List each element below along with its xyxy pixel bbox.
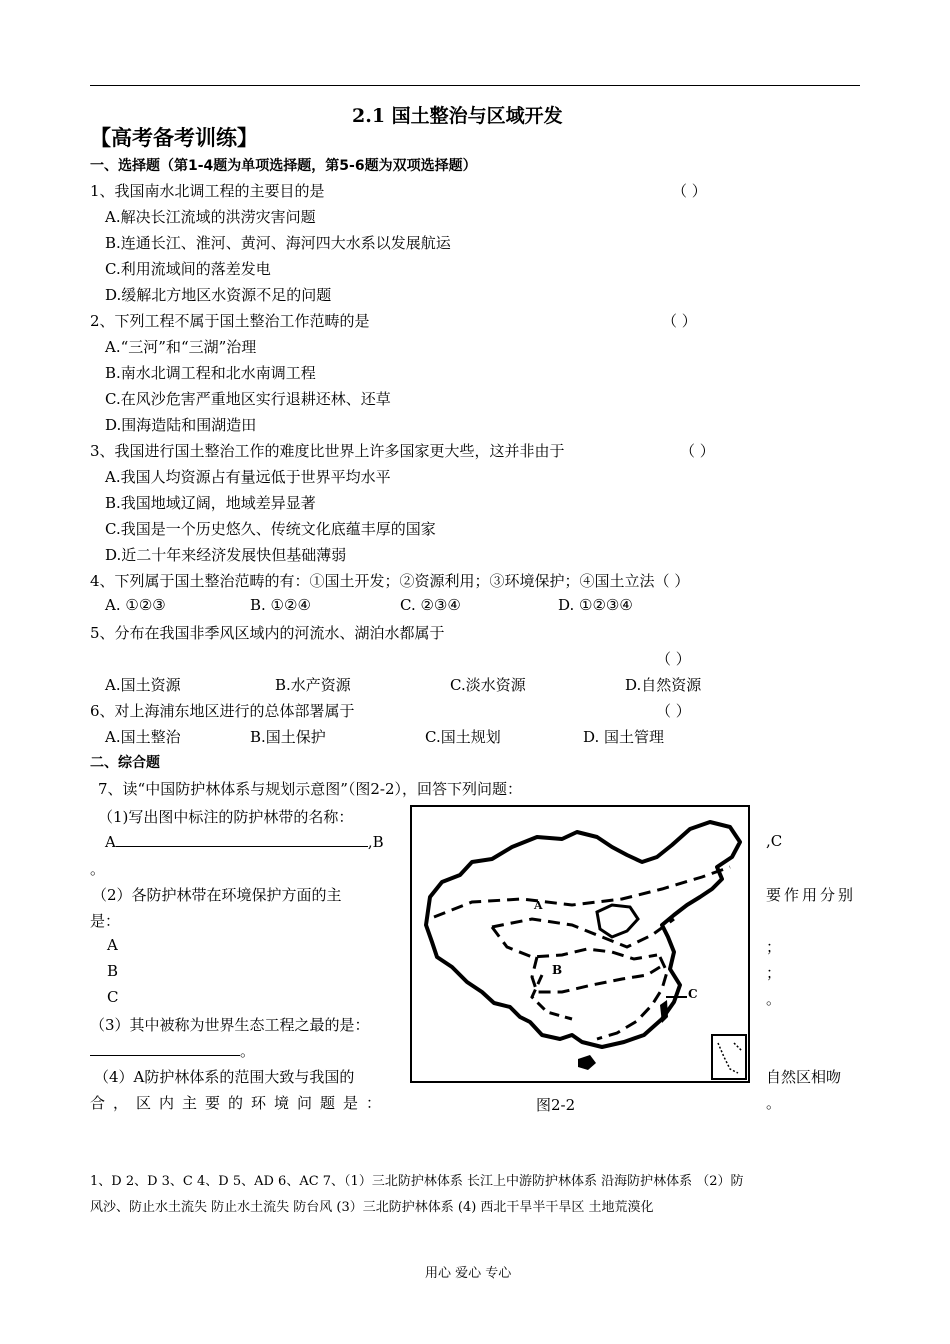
q6-answer-blank[interactable]: （ ） bbox=[656, 702, 691, 720]
q7-sub2-left: （2）各防护林带在环境保护方面的主 bbox=[92, 886, 342, 904]
q7-sub2-line2: 是： bbox=[90, 912, 121, 930]
q2-option-a: A.“三河”和“三湖”治理 bbox=[105, 338, 257, 356]
q7-sub2-a-label: A bbox=[107, 936, 118, 954]
q3-stem: 3、我国进行国土整治工作的难度比世界上许多国家更大些，这并非由于 bbox=[90, 442, 565, 460]
q6-option-a: A.国土整治 bbox=[105, 728, 181, 746]
page-footer: 用心 爱心 专心 bbox=[425, 1266, 512, 1281]
q1-answer-blank[interactable]: （ ） bbox=[672, 182, 707, 200]
q7-sub1-a-row bbox=[105, 832, 384, 851]
q4-option-d: D. ①②③④ bbox=[558, 596, 633, 614]
q7-sub1-a-label: A bbox=[105, 833, 116, 851]
q7-sub4-end: 。 bbox=[766, 1094, 782, 1112]
q7-sub2-right: 要作用分别 bbox=[766, 886, 857, 904]
q5-option-a: A.国土资源 bbox=[105, 676, 181, 694]
answers-line2: 风沙、防止水土流失 防止水土流失 防台风 (3）三北防护林体系 (4) 西北干旱半干旱区 土地荒漠化 bbox=[90, 1200, 654, 1215]
q7-sub2-b-label: B bbox=[107, 962, 119, 980]
page-title: 2.1 国土整治与区域开发 bbox=[352, 105, 563, 127]
q3-option-d: D.近二十年来经济发展快但基础薄弱 bbox=[105, 546, 347, 564]
q1-option-d: D.缓解北方地区水资源不足的问题 bbox=[105, 286, 332, 304]
q7-sub3: （3）其中被称为世界生态工程之最的是： bbox=[90, 1016, 370, 1034]
q7-sub4-right: 自然区相吻 bbox=[766, 1068, 842, 1086]
map-caption: 图2-2 bbox=[536, 1096, 576, 1114]
q6-option-c: C.国土规划 bbox=[425, 728, 501, 746]
q1-option-c: C.利用流域间的落差发电 bbox=[105, 260, 271, 278]
q3-answer-blank[interactable]: （ ） bbox=[680, 442, 715, 460]
answers-line1: 1、D 2、D 3、C 4、D 5、AD 6、AC 7、（1）三北防护林体系 长江上中游防护林体系 沿海防护林体系 （2）防 bbox=[90, 1174, 744, 1189]
q4-option-a: A. ①②③ bbox=[105, 596, 166, 614]
q7-sub3-end: 。 bbox=[240, 1042, 256, 1060]
q5-option-b: B.水产资源 bbox=[275, 676, 351, 694]
q6-option-b: B.国土保护 bbox=[250, 728, 326, 746]
q2-option-c: C.在风沙危害严重地区实行退耕还林、还草 bbox=[105, 390, 391, 408]
q2-option-d: D.围海造陆和围湖造田 bbox=[105, 416, 257, 434]
q7-stem: 7、读“中国防护林体系与规划示意图”（图2-2），回答下列问题： bbox=[98, 780, 523, 798]
q7-sub1-c-label: ,C bbox=[766, 832, 783, 850]
q7-sub2-end: 。 bbox=[766, 990, 782, 1008]
q4-option-c: C. ②③④ bbox=[400, 596, 461, 614]
map-drawing bbox=[412, 807, 748, 1081]
header-rule bbox=[90, 85, 860, 86]
part1-heading: 一、选择题（第1-4题为单项选择题，第5-6题为双项选择题） bbox=[90, 158, 477, 174]
q7-sub4-left: （4）A防护林体系的范围大致与我国的 bbox=[94, 1068, 355, 1086]
q7-sub3-answer-row bbox=[90, 1040, 255, 1061]
q3-option-c: C.我国是一个历史悠久、传统文化底蕴丰厚的国家 bbox=[105, 520, 436, 538]
section-heading: 【高考备考训练】 bbox=[90, 126, 258, 150]
q7-sub2-b-semicolon: ； bbox=[766, 964, 782, 982]
q1-option-b: B.连通长江、淮河、黄河、海河四大水系以发展航运 bbox=[105, 234, 451, 252]
q5-answer-blank[interactable]: （ ） bbox=[656, 650, 691, 668]
q2-stem: 2、下列工程不属于国土整治工作范畴的是 bbox=[90, 312, 370, 330]
q6-stem: 6、对上海浦东地区进行的总体部署属于 bbox=[90, 702, 355, 720]
part2-heading: 二、综合题 bbox=[90, 755, 160, 771]
q5-option-d: D.自然资源 bbox=[625, 676, 702, 694]
q7-sub4-line2: 合，区内主要的环境问题是： bbox=[90, 1094, 390, 1112]
q7-sub1-b-label: ,B bbox=[367, 833, 384, 851]
china-shelterbelt-map bbox=[410, 805, 750, 1083]
map-label-b: B bbox=[552, 963, 563, 977]
q4-stem: 4、下列属于国土整治范畴的有：①国土开发；②资源利用；③环境保护；④国土立法（ ） bbox=[90, 572, 690, 590]
q5-option-c: C.淡水资源 bbox=[450, 676, 526, 694]
q1-stem: 1、我国南水北调工程的主要目的是 bbox=[90, 182, 325, 200]
q3-option-b: B.我国地域辽阔，地域差异显著 bbox=[105, 494, 316, 512]
q2-answer-blank[interactable]: （ ） bbox=[662, 312, 697, 330]
q7-sub1-a-blank[interactable] bbox=[116, 832, 368, 847]
q7-sub3-blank[interactable] bbox=[90, 1041, 240, 1056]
q3-option-a: A.我国人均资源占有量远低于世界平均水平 bbox=[105, 468, 391, 486]
q6-option-d: D. 国土管理 bbox=[583, 728, 665, 746]
q7-sub2-a-semicolon: ； bbox=[766, 938, 782, 956]
map-label-a: A bbox=[534, 899, 543, 912]
q7-sub2-c-label: C bbox=[107, 988, 119, 1006]
q7-sub1-end: 。 bbox=[90, 860, 106, 878]
map-label-c: C bbox=[688, 987, 698, 1001]
q1-option-a: A.解决长江流域的洪涝灾害问题 bbox=[105, 208, 316, 226]
q2-option-b: B.南水北调工程和北水南调工程 bbox=[105, 364, 316, 382]
q7-sub1: （1)写出图中标注的防护林带的名称： bbox=[98, 808, 354, 826]
q4-option-b: B. ①②④ bbox=[250, 596, 311, 614]
q5-stem: 5、分布在我国非季风区域内的河流水、湖泊水都属于 bbox=[90, 624, 445, 642]
